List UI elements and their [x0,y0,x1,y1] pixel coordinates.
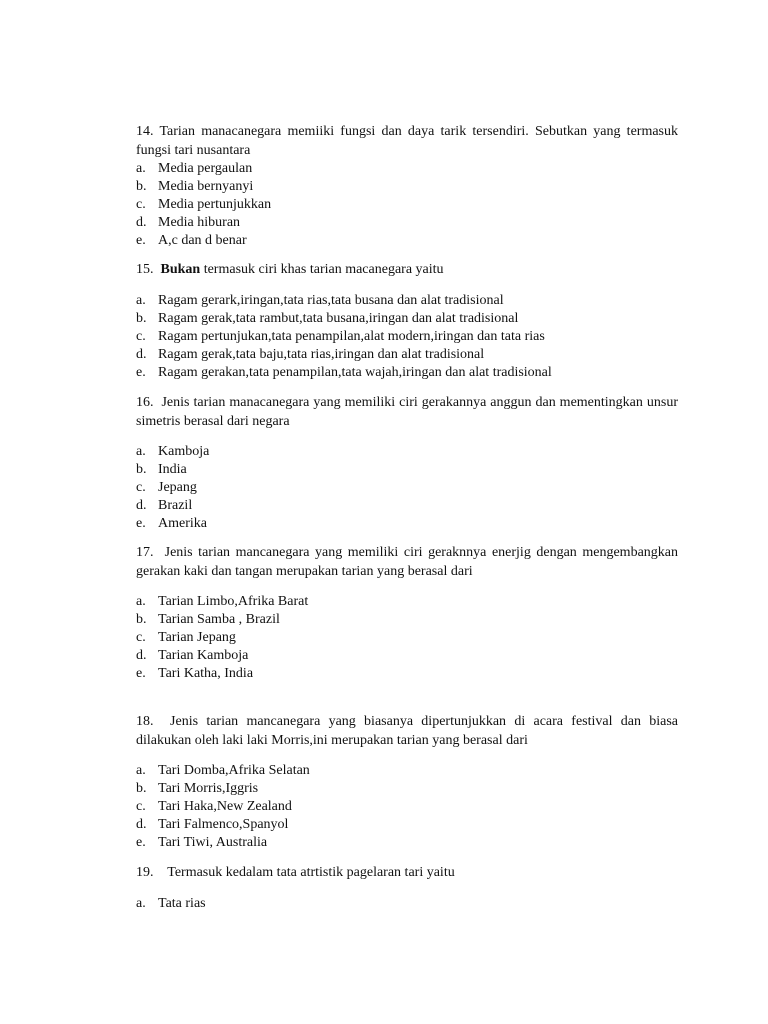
option-text: Ragam gerak,tata baju,tata rias,iringan dan alat tradisional [158,346,485,362]
option-letter: c. [136,480,146,495]
option-letter: d. [136,346,147,362]
option-letter: a. [136,594,146,609]
question-number: 18. [136,714,154,729]
question-14 [136,123,678,250]
option-e [136,232,678,250]
option-b [136,178,678,196]
option-text: Ragam pertunjukan,tata penampilan,alat modern,iringan dan tata rias [158,328,545,344]
question-text [136,544,678,581]
option-text: Amerika [158,516,207,531]
option-e [136,665,678,683]
answer-options [136,593,678,683]
option-c [136,328,678,346]
option-text: Tarian Limbo,Afrika Barat [158,594,309,609]
question-number: 17. [136,545,154,560]
question-number: 15. [136,262,154,277]
option-a [136,292,678,310]
option-d [136,214,678,232]
option-c [136,629,678,647]
question-body: Jenis tarian manacanegara yang memiliki ciri gerakannya anggun dan mementingkan unsur simetris berasal dari negara [136,395,678,429]
question-body: Termasuk kedalam tata atrtistik pagelaran tari yaitu [167,865,455,880]
option-text: Tari Morris,Iggris [158,781,259,796]
option-text: Tari Domba,Afrika Selatan [158,763,310,778]
option-letter: a. [136,292,146,308]
option-text: Tari Tiwi, Australia [158,835,268,850]
question-17 [136,544,678,683]
answer-options [136,443,678,533]
option-text: Brazil [158,498,193,513]
option-letter: b. [136,781,147,796]
option-letter: e. [136,364,146,380]
option-letter: c. [136,328,146,344]
question-18 [136,713,678,852]
question-body: Jenis tarian mancanegara yang memiliki ciri geraknnya enerjig dengan mengembangkan gerakan kaki dan tangan merupakan tarian yang berasal dari [136,545,678,579]
option-d [136,346,678,364]
question-number: 16. [136,395,154,410]
option-letter: d. [136,215,147,230]
option-letter: d. [136,648,147,663]
option-letter: a. [136,161,146,176]
option-letter: b. [136,179,147,194]
option-letter: a. [136,763,146,778]
option-letter: b. [136,462,147,477]
option-e [136,834,678,852]
option-letter: e. [136,233,146,248]
option-d [136,647,678,665]
option-letter: c. [136,630,146,645]
option-text: Ragam gerakan,tata penampilan,tata wajah,iringan dan alat tradisional [158,364,552,380]
question-text [136,864,678,883]
question-body: Jenis tarian mancanegara yang biasanya dipertunjukkan di acara festival dan biasa dilakukan oleh laki laki Morris,ini merupakan tarian yang berasal dari [136,714,679,748]
option-letter: e. [136,835,146,850]
option-letter: b. [136,310,147,326]
option-letter: e. [136,516,146,531]
option-c [136,798,678,816]
option-text: Tarian Jepang [158,630,236,645]
option-letter: c. [136,799,146,814]
answer-options [136,160,678,250]
question-text [136,123,678,160]
option-text: Tata rias [158,895,206,911]
option-b [136,780,678,798]
option-text: Kamboja [158,444,210,459]
option-letter: d. [136,817,147,832]
option-b [136,310,678,328]
question-16 [136,394,678,533]
question-15 [136,261,678,382]
option-d [136,816,678,834]
option-text: Tari Falmenco,Spanyol [158,817,289,832]
option-c [136,479,678,497]
option-text: A,c dan d benar [158,233,247,248]
question-number: 19. [136,865,154,880]
answer-options [136,292,678,382]
option-text: Media pertunjukkan [158,197,272,212]
option-text: Ragam gerark,iringan,tata rias,tata busana dan alat tradisional [158,292,504,308]
option-text: Media bernyanyi [158,179,254,194]
option-d [136,497,678,515]
question-text [136,394,678,431]
question-text [136,261,678,280]
question-number: 14. [136,124,154,139]
question-19 [136,864,678,913]
option-text: India [158,462,187,477]
option-text: Jepang [158,480,197,495]
option-letter: a. [136,444,146,459]
option-text: Tari Katha, India [158,666,254,681]
option-a [136,762,678,780]
question-text [136,713,678,750]
option-letter: e. [136,666,146,681]
question-emphasis: Bukan [160,262,201,277]
answer-options [136,762,678,852]
option-a [136,593,678,611]
answer-options [136,895,678,913]
option-e [136,364,678,382]
option-text: Ragam gerak,tata rambut,tata busana,iringan dan alat tradisional [158,310,519,326]
option-a [136,443,678,461]
option-text: Tari Haka,New Zealand [158,799,292,814]
option-letter: c. [136,197,146,212]
option-letter: a. [136,895,146,911]
option-b [136,461,678,479]
option-text: Media hiburan [158,215,241,230]
option-text: Tarian Kamboja [158,648,249,663]
option-text: Media pergaulan [158,161,253,176]
option-c [136,196,678,214]
question-body: Tarian manacanegara memiiki fungsi dan daya tarik tersendiri. Sebutkan yang termasuk fungsi tari nusantara [136,124,678,158]
option-text: Tarian Samba , Brazil [158,612,280,627]
option-b [136,611,678,629]
option-letter: b. [136,612,147,627]
option-a [136,895,678,913]
option-letter: d. [136,498,147,513]
option-a [136,160,678,178]
option-e [136,515,678,533]
question-body: termasuk ciri khas tarian macanegara yaitu [200,262,444,277]
